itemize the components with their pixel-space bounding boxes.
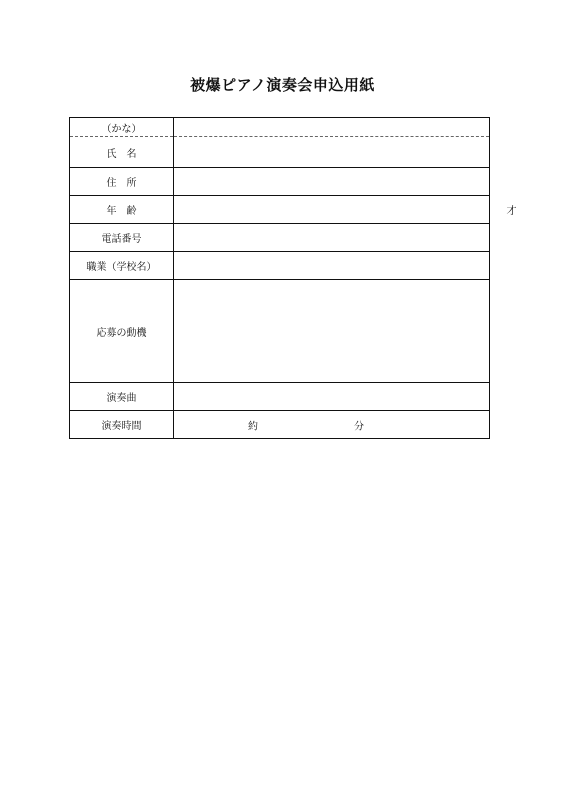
form-row-occupation	[70, 252, 490, 280]
duration-field[interactable]	[174, 411, 490, 439]
form-row-kana	[70, 118, 490, 137]
address-label	[70, 168, 174, 196]
form-row-duration	[70, 411, 490, 439]
address-label-text: 住 所	[106, 178, 137, 189]
name-label-text: 氏 名	[106, 148, 137, 160]
duration-unit: 分	[354, 421, 364, 432]
age-field[interactable]	[174, 196, 517, 224]
name-label	[70, 137, 174, 168]
duration-field-wrap	[174, 411, 489, 438]
form-row-address	[70, 168, 490, 196]
piece-field[interactable]	[174, 383, 490, 411]
age-label	[70, 196, 174, 224]
duration-label: 演奏時間	[70, 411, 174, 439]
application-form-table	[69, 117, 517, 439]
form-row-age	[70, 196, 490, 224]
motivation-field[interactable]	[174, 280, 490, 383]
occupation-field[interactable]	[174, 252, 490, 280]
name-field[interactable]	[174, 137, 490, 168]
duration-prefix: 約	[248, 421, 258, 432]
kana-field[interactable]	[174, 118, 490, 137]
occupation-label: 職業（学校名）	[70, 252, 174, 280]
motivation-label: 応募の動機	[70, 280, 174, 383]
form-row-phone	[70, 224, 490, 252]
address-field[interactable]	[174, 168, 490, 196]
phone-field[interactable]	[174, 224, 490, 252]
phone-label: 電話番号	[70, 224, 174, 252]
age-unit: 才	[506, 206, 517, 217]
form-row-name	[70, 137, 490, 168]
form-row-piece	[70, 383, 490, 411]
piece-label: 演奏曲	[70, 383, 174, 411]
form-title: 被爆ピアノ演奏会申込用紙	[190, 76, 375, 94]
kana-label: （かな）	[70, 118, 174, 137]
age-label-text: 年 齢	[106, 206, 137, 217]
form-row-motivation	[70, 280, 490, 383]
